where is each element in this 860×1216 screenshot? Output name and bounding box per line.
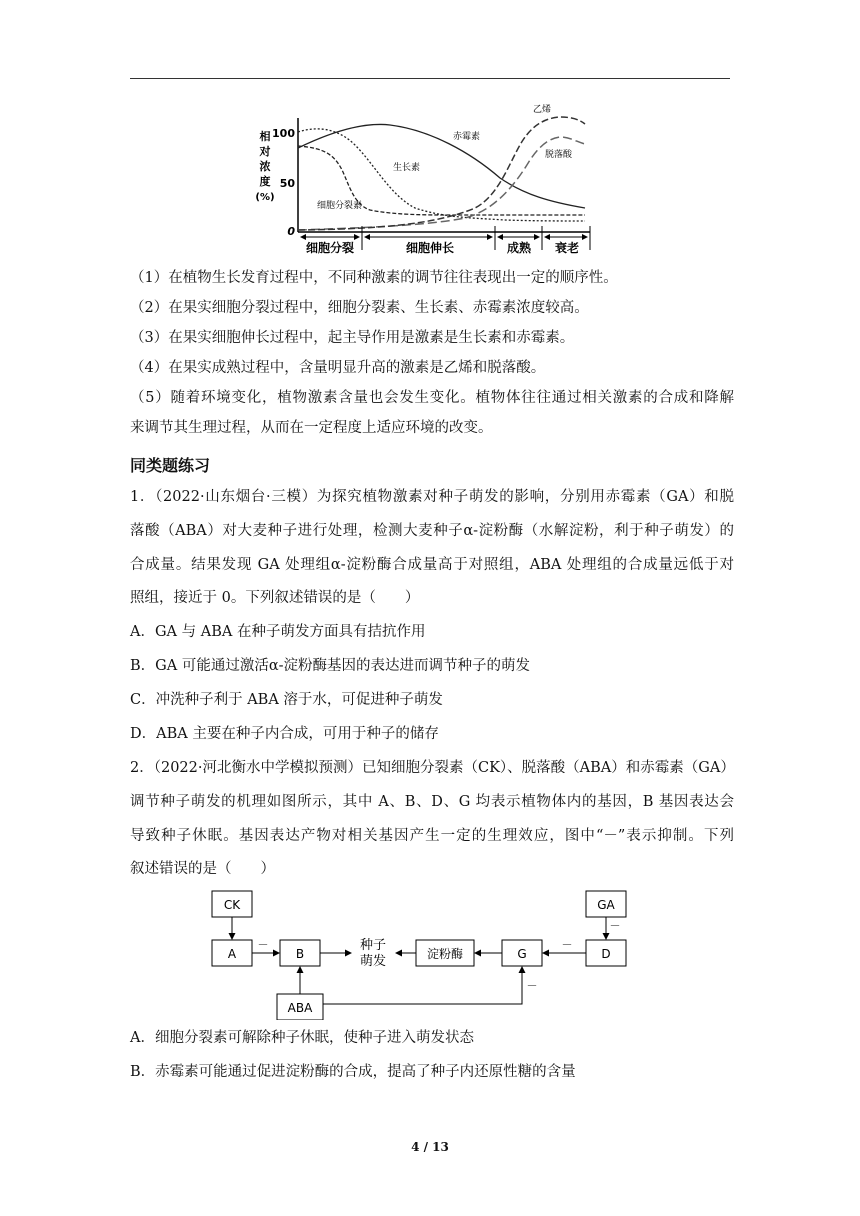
label-ga: GA: [597, 898, 615, 912]
section-title: 同类题练习: [130, 456, 211, 475]
label-amylase: 淀粉酶: [426, 947, 464, 961]
q2-line-1: 2．（2022·河北衡水中学模拟预测）已知细胞分裂素（CK）、脱落酸（ABA）和赤霉素（GA）: [130, 760, 735, 776]
q1-line-3: 合成量。结果发现 GA 处理组α-淀粉酶合成量高于对照组，ABA 处理组的合成量远低于对: [130, 557, 734, 573]
label-d: D: [601, 947, 611, 961]
y-tick-50: 50: [279, 177, 295, 190]
q1-line-2: 落酸（ABA）对大麦种子进行处理，检测大麦种子α-淀粉酶（水解淀粉，利于种子萌发）的: [130, 523, 734, 539]
q1-option-c: C．冲洗种子利于 ABA 溶于水，可促进种子萌发: [130, 692, 443, 708]
label-ck: CK: [223, 898, 241, 912]
point-2: （2）在果实细胞分裂过程中，细胞分裂素、生长素、赤霉素浓度较高。: [130, 300, 589, 316]
label-seed: 种子: [359, 938, 387, 953]
q1-option-b: B．GA 可能通过激活α-淀粉酶基因的表达进而调节种子的萌发: [130, 658, 531, 674]
abscisic-acid-curve: [298, 137, 585, 230]
arrow-aba-g: [323, 967, 522, 1004]
label-g: G: [517, 947, 527, 961]
regulation-diagram: [205, 885, 645, 1020]
page-number: 4 / 13: [411, 1140, 449, 1154]
q2-line-3: 导致种子休眠。基因表达产物对相关基因产生一定的生理效应，图中“－”表示抑制。下列: [130, 828, 734, 844]
minus-aba-g: －: [526, 979, 538, 992]
y-axis-label-3: 浓: [259, 160, 271, 173]
hormone-curve-figure: [255, 100, 605, 265]
q1-option-a: A．GA 与 ABA 在种子萌发方面具有拮抗作用: [130, 624, 426, 640]
label-cytokinin: 细胞分裂素: [317, 201, 363, 211]
stage-division: 细胞分裂: [305, 241, 355, 255]
y-tick-0: 0: [287, 225, 295, 238]
ethylene-curve: [298, 117, 585, 230]
label-abscisic-acid: 脱落酸: [545, 150, 573, 160]
y-axis-label-5: (%): [255, 192, 275, 203]
point-5-line-1: （5）随着环境变化，植物激素含量也会发生变化。植物体往往通过相关激素的合成和降解: [130, 390, 734, 406]
y-tick-100: 100: [272, 127, 295, 140]
q1-line-1: 1．（2022·山东烟台·三模）为探究植物激素对种子萌发的影响，分别用赤霉素（GA）和脱: [130, 489, 734, 505]
stage-elongation: 细胞伸长: [405, 241, 455, 255]
label-aba: ABA: [287, 1001, 313, 1015]
minus-a-b: －: [257, 938, 269, 951]
header-rule: [130, 78, 730, 79]
q2-line-4: 叙述错误的是（ ）: [130, 861, 275, 877]
q1-option-d: D．ABA 主要在种子内合成，可用于种子的储存: [130, 726, 439, 742]
gibberellin-curve: [298, 124, 585, 208]
stage-ripening: 成熟: [506, 241, 532, 255]
point-4: （4）在果实成熟过程中，含量明显升高的激素是乙烯和脱落酸。: [130, 360, 546, 376]
minus-ga-d: －: [609, 919, 621, 932]
label-b: B: [295, 947, 305, 961]
q2-line-2: 调节种子萌发的机理如图所示，其中 A、B、D、G 均表示植物体内的基因，B 基因表达会: [130, 794, 734, 810]
y-axis-label-1: 相: [259, 130, 271, 143]
minus-d-g: －: [561, 938, 573, 951]
y-axis-label-4: 度: [259, 175, 271, 188]
q2-option-a: A．细胞分裂素可解除种子休眠，使种子进入萌发状态: [130, 1030, 474, 1046]
label-a: A: [227, 947, 237, 961]
label-germination: 萌发: [359, 954, 387, 969]
q1-line-4: 照组，接近于 0。下列叙述错误的是（ ）: [130, 590, 420, 606]
y-axis-label-2: 对: [259, 145, 271, 158]
point-1: （1）在植物生长发育过程中，不同种激素的调节往往表现出一定的顺序性。: [130, 270, 618, 286]
label-auxin: 生长素: [393, 163, 421, 173]
stage-senescence: 衰老: [554, 241, 580, 255]
label-gibberellin: 赤霉素: [453, 132, 481, 142]
point-3: （3）在果实细胞伸长过程中，起主导作用是激素是生长素和赤霉素。: [130, 330, 575, 346]
point-5-line-2: 来调节其生理过程，从而在一定程度上适应环境的改变。: [130, 420, 493, 436]
q2-option-b: B．赤霉素可能通过促进淀粉酶的合成，提高了种子内还原性糖的含量: [130, 1064, 576, 1080]
label-ethylene: 乙烯: [533, 105, 552, 115]
